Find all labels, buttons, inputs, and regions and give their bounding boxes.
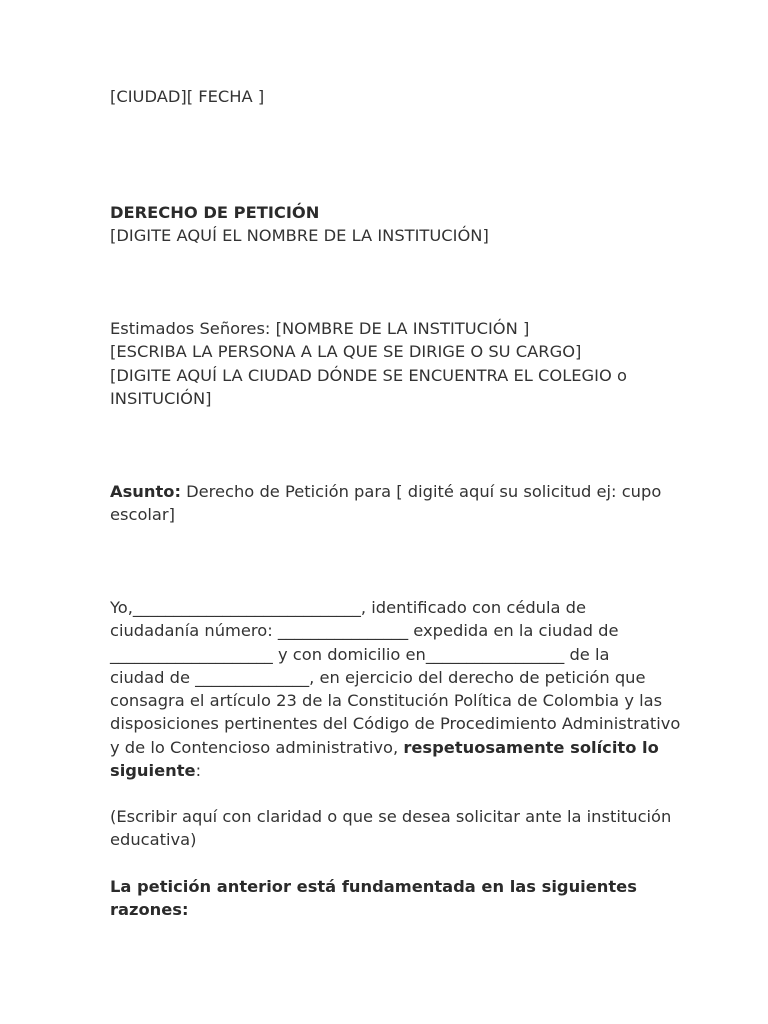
city-date-line (110, 85, 662, 108)
body-bold-text: respetuosamente solícito lo (403, 737, 659, 757)
subject-line (110, 480, 662, 503)
recipient-line: [DIGITE AQUÍ LA CIUDAD DÓNDE SE ENCUENTRA EL COLEGIO o (110, 365, 627, 385)
body-line: Yo,____________________________, identificado con cédula de (110, 598, 587, 617)
body-text: y de lo Contencioso administrativo, (110, 737, 404, 757)
reasons-line: razones: (110, 900, 189, 920)
recipient-block (110, 317, 662, 410)
instruction-line: educativa) (110, 830, 197, 850)
body-line: ciudadanía número: ________________ expedida en la ciudad de (110, 621, 619, 641)
body-line: ____________________ y con domicilio en_________________ de la (110, 644, 610, 664)
reasons-heading (110, 875, 662, 922)
body-paragraph (110, 596, 681, 782)
instruction-line: (Escribir aquí con claridad o que se desea solicitar ante la institución (110, 807, 672, 826)
body-line: disposiciones pertinentes del Código de Procedimiento Administrativo (110, 714, 681, 734)
document-title: DERECHO DE PETICIÓN (110, 203, 320, 222)
body-line (110, 759, 662, 782)
body-text: : (195, 761, 202, 781)
recipient-line: Estimados Señores: [NOMBRE DE LA INSTITUCIÓN ] (110, 319, 530, 338)
instruction-paragraph (110, 805, 672, 852)
subject-text: Derecho de Petición para [ digité aquí su solicitud ej: cupo (180, 482, 662, 501)
institution-placeholder: [DIGITE AQUÍ EL NOMBRE DE LA INSTITUCIÓN] (110, 226, 489, 246)
subject-label: Asunto: (110, 482, 181, 501)
body-line: ciudad de ______________, en ejercicio del derecho de petición que (110, 667, 646, 687)
recipient-line: [ESCRIBA LA PERSONA A LA QUE SE DIRIGE O SU CARGO] (110, 342, 582, 362)
subject-block (110, 480, 662, 527)
body-line (110, 736, 662, 759)
subject-text-continued: escolar] (110, 505, 175, 525)
body-line: consagra el artículo 23 de la Constitución Política de Colombia y las (110, 691, 663, 711)
city-date-text: [CIUDAD][ FECHA ] (110, 87, 265, 106)
recipient-line: INSITUCIÓN] (110, 388, 212, 408)
reasons-line: La petición anterior está fundamentada en las siguientes (110, 877, 637, 896)
body-bold-text: siguiente (110, 761, 196, 781)
title-block (110, 201, 662, 248)
